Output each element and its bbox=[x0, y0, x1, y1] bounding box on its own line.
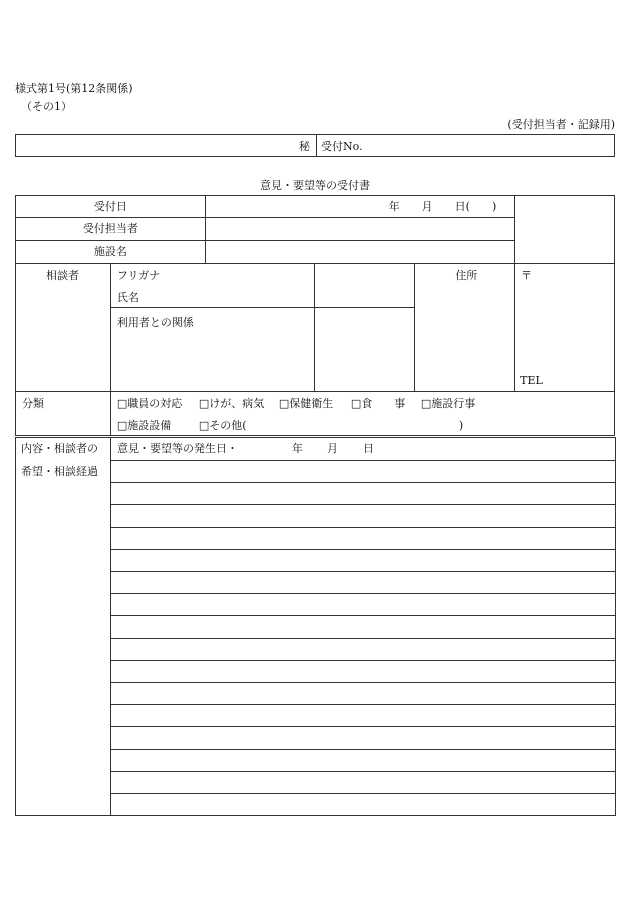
ruled-line bbox=[111, 726, 615, 727]
address-label: 住所 bbox=[455, 269, 478, 282]
relation-label: 利用者との関係 bbox=[116, 316, 194, 329]
confidential-label-cell bbox=[16, 135, 317, 157]
option-sanitation[interactable]: □保健衛生 bbox=[278, 397, 334, 410]
ruled-line bbox=[111, 704, 615, 705]
ruled-line bbox=[111, 593, 615, 594]
address-value-cell[interactable] bbox=[515, 264, 615, 392]
date-label: 受付日 bbox=[93, 200, 127, 213]
other-close-paren: ) bbox=[458, 419, 464, 432]
ruled-line bbox=[111, 660, 615, 661]
date-format: 年 月 日( ) bbox=[388, 200, 497, 213]
relation-value-cell[interactable] bbox=[315, 308, 415, 392]
ruled-line bbox=[111, 638, 615, 639]
postal-mark: 〒 bbox=[521, 269, 533, 282]
ruled-line bbox=[111, 793, 615, 794]
occurrence-date-row[interactable] bbox=[111, 438, 615, 461]
option-facilities[interactable]: □施設設備 bbox=[116, 419, 172, 432]
receipt-number-cell[interactable] bbox=[317, 135, 615, 157]
facility-label-cell bbox=[16, 241, 206, 264]
option-injury-illness[interactable]: □けが、病気 bbox=[198, 397, 265, 410]
option-events[interactable]: □施設行事 bbox=[420, 397, 476, 410]
classification-options-cell bbox=[110, 392, 614, 436]
stamp-cell bbox=[515, 196, 615, 264]
relation-label-cell bbox=[110, 308, 315, 392]
ruled-line bbox=[111, 482, 615, 483]
ruled-line bbox=[111, 615, 615, 616]
occurrence-year: 年 bbox=[292, 442, 303, 455]
form-number: 様式第1号(第12条関係) bbox=[15, 82, 133, 95]
address-label-cell bbox=[415, 264, 515, 392]
form-sub-number: （その1） bbox=[21, 100, 72, 113]
option-meals[interactable]: □食 事 bbox=[350, 397, 406, 410]
occurrence-label: 意見・要望等の発生日・ bbox=[117, 442, 238, 455]
content-label-cell bbox=[16, 438, 111, 815]
ruled-line bbox=[111, 682, 615, 683]
option-other[interactable]: □その他( bbox=[198, 419, 247, 432]
staff-label-cell bbox=[16, 218, 206, 241]
facility-label: 施設名 bbox=[93, 245, 127, 258]
ruled-line bbox=[111, 549, 615, 550]
ruled-line bbox=[111, 527, 615, 528]
confidential-box bbox=[15, 134, 615, 157]
occurrence-month: 月 bbox=[327, 442, 338, 455]
content-section bbox=[15, 437, 616, 816]
form-title: 意見・要望等の受付書 bbox=[260, 179, 370, 192]
content-label-line2: 希望・相談経過 bbox=[21, 465, 98, 478]
date-label-cell bbox=[16, 196, 206, 218]
tel-label: TEL bbox=[520, 374, 543, 387]
name-label: 氏名 bbox=[116, 291, 139, 304]
classification-label-cell bbox=[16, 392, 111, 436]
staff-label: 受付担当者 bbox=[82, 222, 138, 235]
ruled-line bbox=[111, 771, 615, 772]
ruled-line bbox=[111, 504, 615, 505]
occurrence-day: 日 bbox=[363, 442, 374, 455]
name-value-cell[interactable] bbox=[315, 264, 415, 308]
staff-value-cell[interactable] bbox=[205, 218, 514, 241]
reception-info-table bbox=[15, 195, 615, 436]
classification-label: 分類 bbox=[22, 397, 44, 410]
date-value-cell[interactable] bbox=[205, 196, 514, 218]
confidential-label: 秘 bbox=[299, 140, 310, 153]
option-staff-response[interactable]: □職員の対応 bbox=[116, 397, 183, 410]
consultant-label: 相談者 bbox=[46, 269, 79, 282]
ruled-line bbox=[111, 749, 615, 750]
name-label-cell bbox=[110, 264, 315, 308]
consultant-label-cell bbox=[16, 264, 111, 392]
usage-note: (受付担当者・記録用) bbox=[507, 118, 615, 131]
facility-value-cell[interactable] bbox=[205, 241, 514, 264]
ruled-line bbox=[111, 571, 615, 572]
content-label-line1: 内容・相談者の bbox=[21, 442, 98, 455]
ruled-lines[interactable] bbox=[111, 461, 615, 815]
furigana-label: フリガナ bbox=[116, 269, 161, 282]
receipt-number-label: 受付No. bbox=[321, 140, 363, 153]
